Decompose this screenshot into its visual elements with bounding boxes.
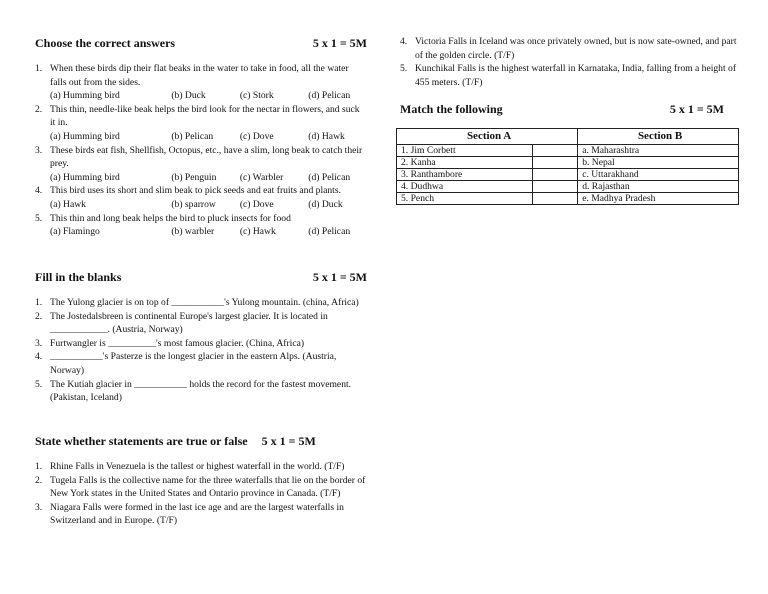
option: (a) Flamingo <box>50 226 100 238</box>
question-number: 2. <box>35 103 43 115</box>
option: (b) Pelican <box>171 130 214 142</box>
match-table <box>396 128 739 205</box>
option: (a) Humming bird <box>50 130 120 142</box>
option: (a) Humming bird <box>50 171 120 183</box>
match-title: Match the following <box>400 102 503 116</box>
question-number: 2. <box>35 310 43 322</box>
option: (c) Hawk <box>239 226 276 238</box>
mcq-options <box>35 130 367 144</box>
section-b-cell: a. Maharashtra <box>578 145 739 157</box>
option: (d) Hawk <box>308 130 345 142</box>
answer-cell <box>533 193 578 205</box>
option: (c) Dove <box>239 130 274 142</box>
question-number: 5. <box>35 212 43 224</box>
mcq-question <box>35 184 367 198</box>
fill-question <box>35 350 367 377</box>
tf-question <box>35 501 367 528</box>
mcq-question <box>35 144 367 171</box>
question-text: The Jostedalsbreen is continental Europe's largest glacier. It is located in ____________. (Austria, Norway) <box>50 310 328 336</box>
mcq-options <box>35 225 367 239</box>
question-number: 5. <box>35 378 43 390</box>
fill-title: Fill in the blanks <box>35 270 122 284</box>
question-text: Rhine Falls in Venezuela is the tallest or highest waterfall in the world. (T/F) <box>50 461 345 472</box>
mcq-question <box>35 103 367 130</box>
answer-cell <box>533 145 578 157</box>
question-number: 5. <box>400 63 408 75</box>
section-b-cell: b. Nepal <box>578 157 739 169</box>
tf-list-continued <box>400 35 740 89</box>
tf-question <box>35 474 367 501</box>
question-number: 3. <box>35 501 43 513</box>
match-marks: 5 x 1 = 5M <box>669 102 724 116</box>
match-row <box>397 181 739 193</box>
option: (d) Pelican <box>308 90 351 102</box>
question-text: Furtwangler is __________'s most famous glacier. (China, Africa) <box>50 337 305 349</box>
question-number: 1. <box>35 297 43 308</box>
option: (b) Penguin <box>171 171 217 183</box>
mcq-options <box>35 89 367 103</box>
tf-question <box>400 62 740 89</box>
mcq-question <box>35 212 367 226</box>
section-b-cell: c. Uttarakhand <box>578 169 739 181</box>
mcq-marks: 5 x 1 = 5M <box>312 36 367 50</box>
section-b-header: Section B <box>578 129 739 145</box>
section-a-cell: 3. Ranthambore <box>397 169 533 181</box>
question-number: 3. <box>35 337 43 349</box>
section-b-cell: d. Rajasthan <box>578 181 739 193</box>
question-text: Tugela Falls is the collective name for the three waterfalls that lie on the border of New York states in the United States and Ontario province in Canada. (T/F) <box>50 474 366 500</box>
tf-marks: 5 x 1 = 5M <box>261 434 316 448</box>
option: (d) Pelican <box>308 171 351 183</box>
question-text: This thin, needle-like beak helps the bird look for the nectar in flowers, and suck it in. <box>50 103 360 129</box>
question-number: 3. <box>35 144 43 156</box>
section-a-header: Section A <box>397 129 578 145</box>
option: (b) sparrow <box>171 198 216 210</box>
option: (b) warbler <box>171 226 215 238</box>
section-a-cell: 4. Dudhwa <box>397 181 533 193</box>
option: (c) Warbler <box>239 171 284 183</box>
question-text: The Yulong glacier is on top of ___________'s Yulong mountain. (china, Africa) <box>50 297 359 308</box>
fill-question <box>35 296 367 310</box>
answer-cell <box>533 169 578 181</box>
fill-question <box>35 310 367 337</box>
match-row <box>397 157 739 169</box>
tf-heading <box>35 434 367 449</box>
mcq-list <box>35 62 367 239</box>
option: (c) Stork <box>239 90 274 102</box>
option: (d) Pelican <box>308 226 351 238</box>
tf-list <box>35 460 367 528</box>
question-text: This thin and long beak helps the bird to pluck insects for food <box>50 212 291 224</box>
option: (a) Humming bird <box>50 90 120 102</box>
question-text: Niagara Falls were formed in the last ice age and are the largest waterfalls in Switzerland and in Europe. (T/F) <box>50 501 344 527</box>
match-row <box>397 193 739 205</box>
mcq-options <box>35 171 367 185</box>
fill-marks: 5 x 1 = 5M <box>312 270 367 284</box>
question-text: When these birds dip their flat beaks in the water to take in food, all the water falls out from the sides. <box>50 63 349 88</box>
option: (b) Duck <box>171 90 206 102</box>
option: (d) Duck <box>308 198 343 210</box>
mcq-title: Choose the correct answers <box>35 36 176 50</box>
match-header-row <box>397 129 739 145</box>
fill-heading <box>35 270 367 285</box>
fill-list <box>35 296 367 405</box>
question-text: ___________'s Pasterze is the longest glacier in the eastern Alps. (Austria, Norway) <box>50 351 337 376</box>
tf-question <box>35 460 367 474</box>
match-heading <box>400 102 724 117</box>
answer-cell <box>533 181 578 193</box>
question-number: 1. <box>35 63 43 74</box>
question-text: Kunchikal Falls is the highest waterfall in Karnataka, India, falling from a height of 455 meters. (T/F) <box>415 63 737 88</box>
match-row <box>397 169 739 181</box>
section-a-cell: 5. Pench <box>397 193 533 205</box>
mcq-options <box>35 198 367 212</box>
tf-title: State whether statements are true or false <box>35 434 248 448</box>
mcq-question <box>35 62 367 89</box>
question-number: 4. <box>35 185 43 197</box>
fill-question <box>35 378 367 405</box>
section-b-cell: e. Madhya Pradesh <box>578 193 739 205</box>
mcq-heading <box>35 36 367 51</box>
question-text: This bird uses its short and slim beak to pick seeds and eat fruits and plants. <box>50 185 341 197</box>
question-number: 1. <box>35 461 43 472</box>
question-text: The Kutiah glacier in ___________ holds the record for the fastest movement. (Pakistan, Iceland) <box>50 378 352 404</box>
option: (a) Hawk <box>50 198 86 210</box>
option: (c) Dove <box>239 198 274 210</box>
match-row <box>397 145 739 157</box>
question-number: 2. <box>35 474 43 486</box>
question-text: These birds eat fish, Shellfish, Octopus, etc., have a slim, long beak to catch their prey. <box>50 144 363 170</box>
answer-cell <box>533 157 578 169</box>
fill-question <box>35 337 367 351</box>
question-number: 4. <box>35 351 43 363</box>
section-a-cell: 1. Jim Corbett <box>397 145 533 157</box>
question-text: Victoria Falls in Iceland was once privately owned, but is now sate-owned, and part of the golden circle. (T/F) <box>415 36 737 61</box>
section-a-cell: 2. Kanha <box>397 157 533 169</box>
question-number: 4. <box>400 36 408 47</box>
tf-question <box>400 35 740 62</box>
